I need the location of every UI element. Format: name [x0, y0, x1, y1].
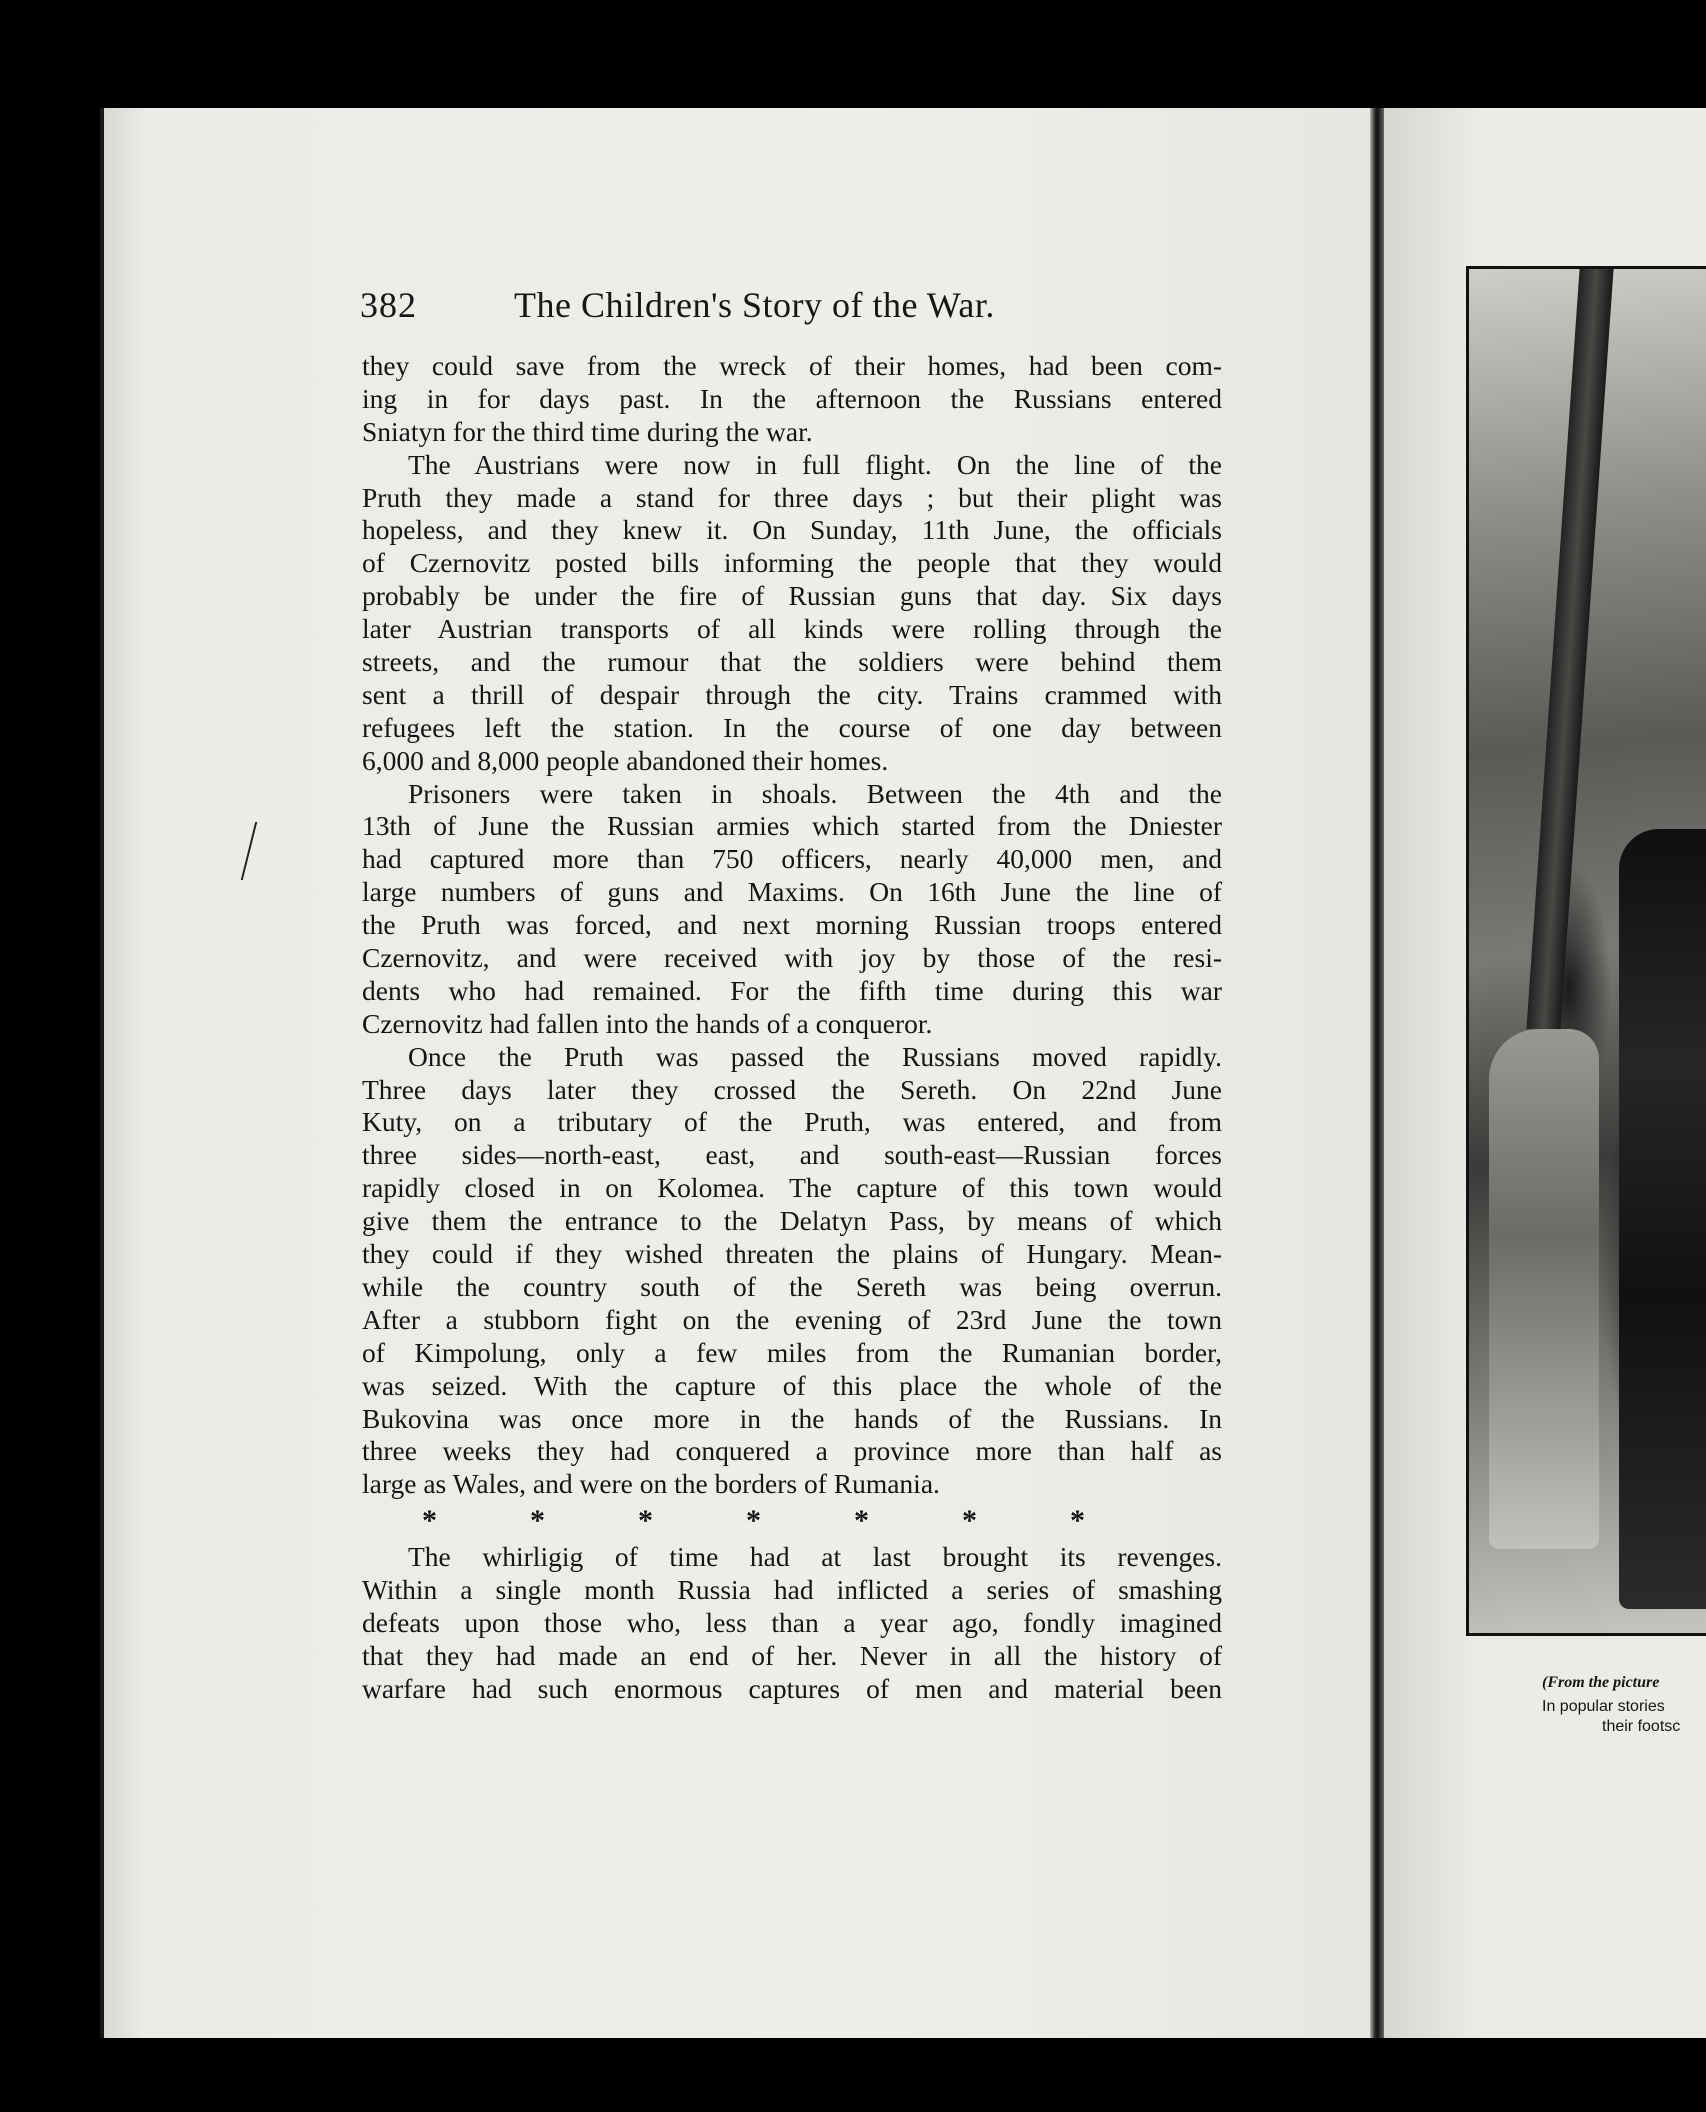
text-line: of Kimpolung, only a few miles from the Rumanian border, [362, 1336, 1222, 1368]
text-line: Three days later they crossed the Sereth. On 22nd June [362, 1073, 1222, 1105]
running-title: The Children's Story of the War. [514, 285, 995, 325]
text-line: dents who had remained. For the fifth time during this war [362, 974, 1222, 1006]
text-line: later Austrian transports of all kinds were rolling through the [362, 613, 1222, 645]
text-line: Bukovina was once more in the hands of the Russians. In [362, 1402, 1222, 1434]
asterisk: * [962, 1504, 977, 1538]
text-line: refugees left the station. In the course of one day between [362, 711, 1222, 743]
text-line: three weeks they had conquered a province more than half as [362, 1435, 1222, 1467]
text-line: defeats upon those who, less than a year ago, fondly imagined [362, 1606, 1222, 1638]
text-line: streets, and the rumour that the soldiers were behind them [362, 646, 1222, 678]
text-line: Within a single month Russia had inflicted a series of smashing [362, 1574, 1222, 1606]
text-line: that they had made an end of her. Never in all the history of [362, 1639, 1222, 1671]
text-line: large numbers of guns and Maxims. On 16th June the line of [362, 876, 1222, 908]
text-line: hopeless, and they knew it. On Sunday, 11th June, the officials [362, 514, 1222, 546]
text-line: The Austrians were now in full flight. On the line of the [408, 448, 1222, 480]
text-line: had captured more than 750 officers, nearly 40,000 men, and [362, 843, 1222, 875]
text-line: Once the Pruth was passed the Russians moved rapidly. [408, 1040, 1222, 1072]
text-line: warfare had such enormous captures of men and material been [362, 1672, 1222, 1704]
text-line: Prisoners were taken in shoals. Between the 4th and the [408, 777, 1222, 809]
text-line: was seized. With the capture of this place the whole of the [362, 1369, 1222, 1401]
asterisk: * [854, 1504, 869, 1538]
body-text [362, 350, 1222, 1706]
caption-line: their footsc [1602, 1718, 1681, 1735]
plate-tree-trunk [1526, 269, 1613, 1029]
caption-credit: (From the picture [1542, 1674, 1660, 1691]
text-line: The whirligig of time had at last brought its revenges. [408, 1541, 1222, 1573]
plate-soldier-figure [1489, 1029, 1599, 1549]
text-line: of Czernovitz posted bills informing the people that they would [362, 547, 1222, 579]
asterisk: * [638, 1504, 653, 1538]
text-line: 13th of June the Russian armies which started from the Dniester [362, 810, 1222, 842]
text-line: they could save from the wreck of their homes, had been com- [362, 350, 1222, 381]
asterisk: * [746, 1504, 761, 1538]
asterisk: * [530, 1504, 545, 1538]
text-line: give them the entrance to the Delatyn Pass, by means of which [362, 1205, 1222, 1237]
text-line: Czernovitz had fallen into the hands of a conqueror. [362, 1007, 933, 1039]
text-line: they could if they wished threaten the plains of Hungary. Mean- [362, 1238, 1222, 1270]
text-line: Sniatyn for the third time during the war. [362, 415, 813, 447]
text-line: 6,000 and 8,000 people abandoned their homes. [362, 744, 889, 776]
text-line: Pruth they made a stand for three days ; but their plight was [362, 481, 1222, 513]
text-lines-after-break [362, 1541, 1222, 1705]
text-line: three sides—north-east, east, and south-east—Russian forces [362, 1139, 1222, 1171]
text-line: After a stubborn fight on the evening of 23rd June the town [362, 1303, 1222, 1335]
page-number: 382 [360, 285, 417, 325]
text-line: ing in for days past. In the afternoon the Russians entered [362, 382, 1222, 414]
text-line: sent a thrill of despair through the city. Trains crammed with [362, 678, 1222, 710]
text-line: the Pruth was forced, and next morning Russian troops entered [362, 909, 1222, 941]
text-line: while the country south of the Sereth was being overrun. [362, 1270, 1222, 1302]
asterisk: * [422, 1504, 437, 1538]
text-line: Kuty, on a tributary of the Pruth, was entered, and from [362, 1106, 1222, 1138]
section-break [362, 1501, 1222, 1541]
plate-cossack-figure [1619, 829, 1706, 1609]
text-lines-before-break [362, 350, 1222, 1501]
text-line: Czernovitz, and were received with joy by those of the resi- [362, 942, 1222, 974]
text-line: probably be under the fire of Russian guns that day. Six days [362, 580, 1222, 612]
asterisk: * [1070, 1504, 1085, 1538]
text-line: rapidly closed in on Kolomea. The capture of this town would [362, 1172, 1222, 1204]
running-head [360, 284, 1220, 338]
illustration-plate [1466, 266, 1706, 1636]
plate-caption [1542, 1672, 1706, 1738]
caption-line: In popular stories [1542, 1698, 1665, 1715]
book-gutter [1370, 108, 1384, 2038]
text-line: large as Wales, and were on the borders of Rumania. [362, 1468, 940, 1500]
